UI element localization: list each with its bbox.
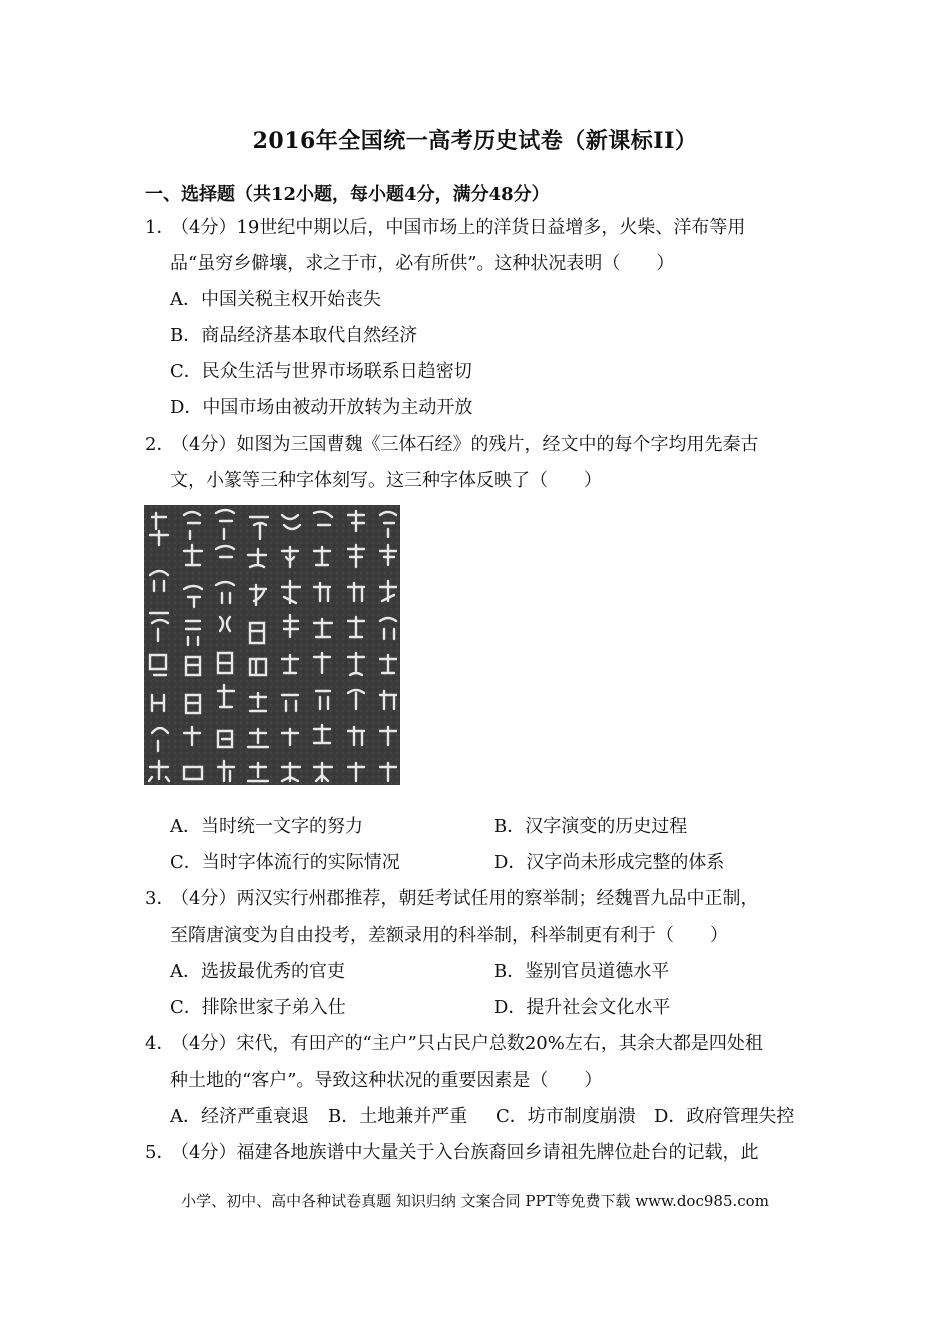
option-c[interactable]: C．排除世家子弟入仕 [170, 997, 346, 1018]
question-number: 4． [145, 1033, 175, 1054]
option-d[interactable]: D．汉字尚未形成完整的体系 [494, 852, 725, 873]
option-a[interactable]: A．中国关税主权开始丧失 [170, 289, 381, 310]
question-line [145, 1032, 763, 1056]
question-number: 1． [145, 217, 175, 238]
question-line: 种土地的“客户”。导致这种状况的重要因素是（ ） [170, 1070, 603, 1091]
question-text: （4分）福建各地族谱中大量关于入台族裔回乡请祖先牌位赴台的记载，此 [171, 1142, 759, 1163]
option-c[interactable]: C．当时字体流行的实际情况 [170, 852, 400, 873]
option-b[interactable]: B．商品经济基本取代自然经济 [170, 325, 418, 346]
option-d[interactable]: D．政府管理失控 [654, 1106, 795, 1127]
question-line [145, 433, 758, 457]
stone-inscription-image [144, 505, 400, 785]
option-b[interactable]: B．汉字演变的历史过程 [494, 816, 688, 837]
question-text: （4分）宋代，有田产的“主户”只占民户总数20%左右，其余大都是四处租 [171, 1033, 763, 1054]
option-a[interactable]: A．选拔最优秀的官吏 [170, 961, 345, 982]
question-number: 2． [145, 434, 175, 455]
option-b[interactable]: B．鉴别官员道德水平 [494, 961, 670, 982]
question-text: （4分）19世纪中期以后，中国市场上的洋货日益增多，火柴、洋布等用 [171, 217, 746, 238]
option-a[interactable]: A．经济严重衰退 [170, 1106, 309, 1127]
question-number: 5． [145, 1142, 175, 1163]
page-footer: 小学、初中、高中各种试卷真题 知识归纳 文案合同 PPT等免费下载 www.doc985.com [181, 1192, 769, 1210]
question-number: 3． [145, 888, 175, 909]
question-text: （4分）如图为三国曹魏《三体石经》的残片，经文中的每个字均用先秦古 [171, 434, 759, 455]
option-d[interactable]: D．提升社会文化水平 [494, 997, 671, 1018]
section-heading: 一、选择题（共12小题，每小题4分，满分48分） [145, 184, 550, 205]
question-text: （4分）两汉实行州郡推荐，朝廷考试任用的察举制；经魏晋九品中正制， [171, 888, 759, 909]
option-c[interactable]: C．坊市制度崩溃 [496, 1106, 636, 1127]
stone-rubbing-illustration [144, 505, 400, 785]
question-line [145, 1141, 758, 1165]
page-title: 2016年全国统一高考历史试卷（新课标II） [252, 128, 698, 154]
option-a[interactable]: A．当时统一文字的努力 [170, 816, 363, 837]
question-line [145, 216, 745, 240]
question-line: 文，小篆等三种字体刻写。这三种字体反映了（ ） [170, 470, 602, 491]
question-line: 至隋唐演变为自由投考，差额录用的科举制，科举制更有利于（ ） [170, 925, 728, 946]
question-line: 品“虽穷乡僻壤，求之于市，必有所供”。这种状况表明（ ） [170, 253, 675, 274]
question-line [145, 887, 758, 911]
option-d[interactable]: D．中国市场由被动开放转为主动开放 [170, 397, 473, 418]
option-b[interactable]: B．土地兼并严重 [328, 1106, 468, 1127]
option-c[interactable]: C．民众生活与世界市场联系日趋密切 [170, 361, 472, 382]
